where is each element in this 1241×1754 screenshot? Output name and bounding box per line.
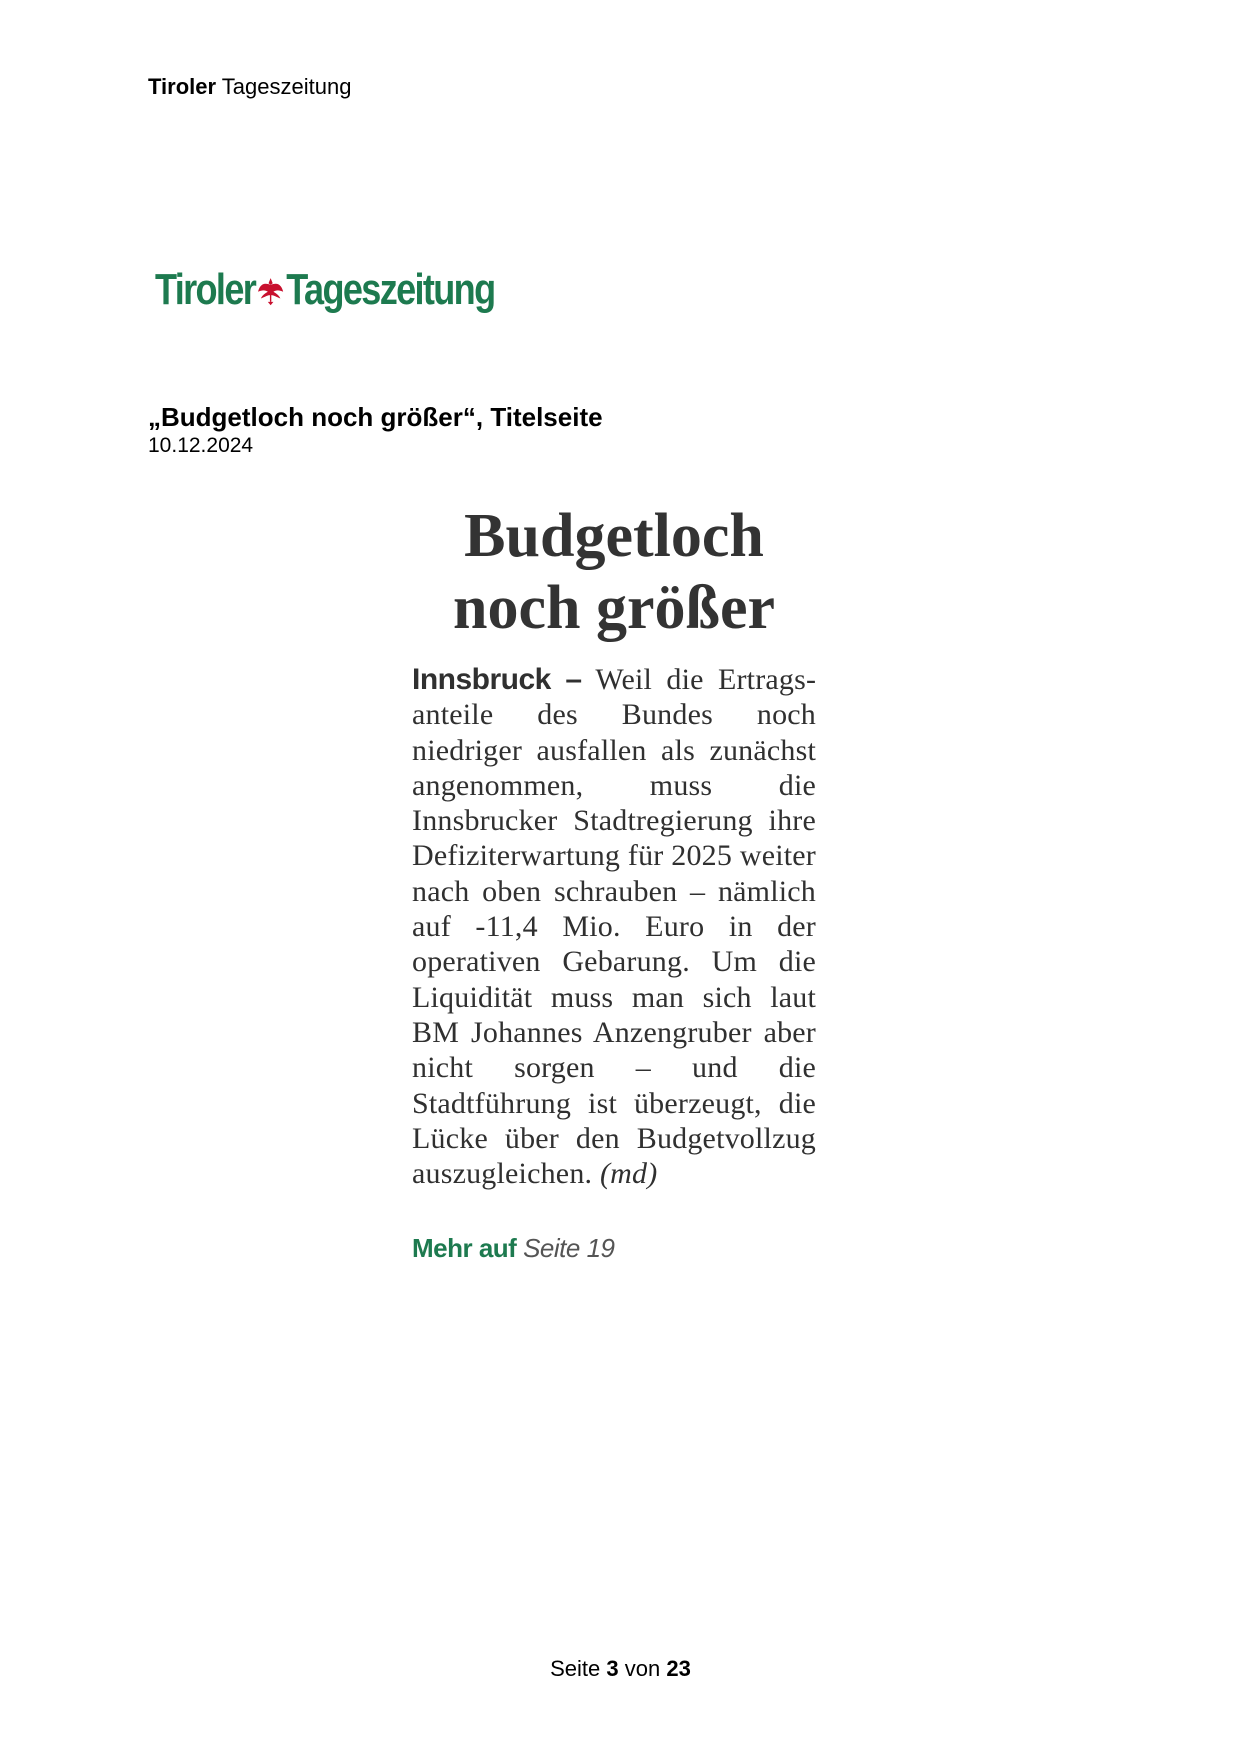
article-location: Innsbruck – <box>412 663 582 696</box>
article-text: Weil die Ertragsanteile des Bundes noch niedriger ausfallen als zunächst angenommen, muss die Innsbrucker Stadtregierung ihre Defiziterwartung für 2025 weiter nach oben schrauben – nämlich auf -11,4 Mio. Euro in der operativen Gebarung. Um die Liquidität muss man sich laut BM Johannes Anzengruber aber nicht sorgen – und die Stadtführung ist überzeugt, die Lücke über den Budgetvollzug auszugleichen. <box>412 663 816 1191</box>
document-header <box>148 74 351 100</box>
logo-word-1: Tiroler <box>155 265 256 314</box>
more-link[interactable] <box>412 1233 816 1264</box>
more-page: Seite 19 <box>523 1233 615 1264</box>
tyrolean-eagle-icon <box>257 273 285 307</box>
footer-current-page: 3 <box>606 1656 619 1681</box>
clip-date: 10.12.2024 <box>148 434 254 457</box>
logo-word-2: Tageszeitung <box>286 265 495 314</box>
headline-line-2: noch größer <box>452 574 776 642</box>
clip-title: „Budgetloch noch größer“, Titelseite <box>148 402 603 432</box>
footer-prefix: Seite <box>550 1656 601 1681</box>
footer-total-pages: 23 <box>666 1656 691 1681</box>
article-clipping <box>412 500 816 1264</box>
article-author: (md) <box>599 1157 658 1191</box>
header-brand-bold: Tiroler <box>148 74 217 99</box>
page-footer <box>0 1656 1241 1682</box>
article-headline <box>412 500 816 644</box>
newspaper-logo <box>155 262 494 318</box>
footer-middle: von <box>624 1656 661 1681</box>
more-label: Mehr auf <box>412 1233 517 1264</box>
article-body <box>412 662 816 1191</box>
headline-line-1: Budgetloch <box>464 502 764 570</box>
header-brand-regular: Tageszeitung <box>221 74 352 99</box>
